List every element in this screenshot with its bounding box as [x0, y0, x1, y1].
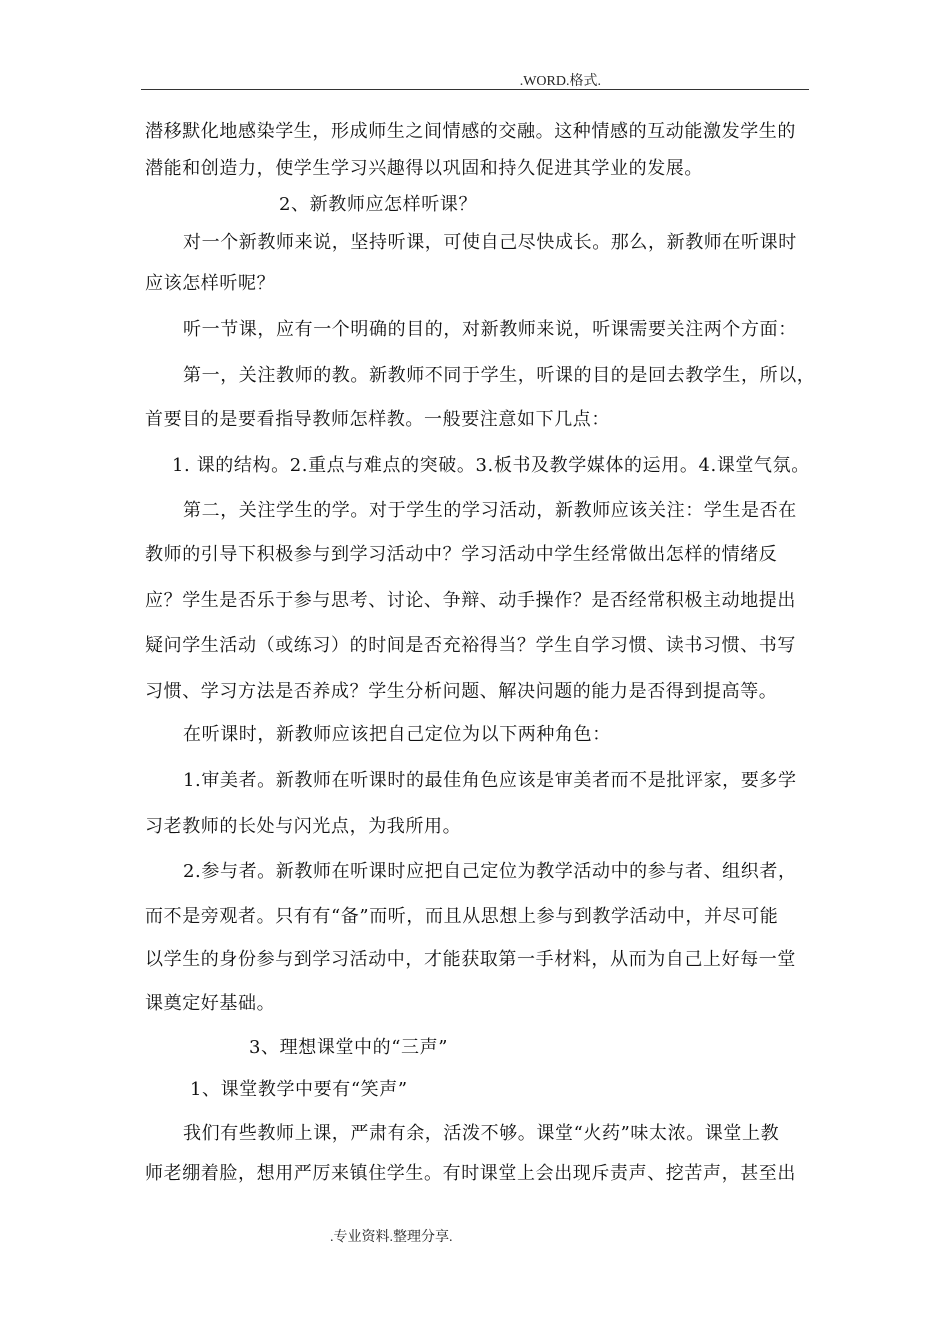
list-line: 1. 课的结构。2.重点与难点的突破。3.板书及教学媒体的运用。4.课堂气氛。	[172, 455, 810, 476]
paragraph-line: 2.参与者。新教师在听课时应把自己定位为教学活动中的参与者、组织者，	[183, 861, 797, 882]
paragraph-line: 1.审美者。新教师在听课时的最佳角色应该是审美者而不是批评家，要多学	[183, 770, 797, 791]
paragraph-line: 应该怎样听呢？	[145, 273, 276, 294]
section-heading: 3、理想课堂中的“三声”	[249, 1037, 449, 1058]
paragraph-line: 首要目的是要看指导教师怎样教。一般要注意如下几点：	[145, 409, 610, 430]
paragraph-line: 课奠定好基础。	[145, 993, 276, 1014]
paragraph-line: 以学生的身份参与到学习活动中，才能获取第一手材料，从而为自己上好每一堂	[145, 949, 796, 970]
header-rule	[141, 89, 809, 90]
paragraph-line: 师老绷着脸，想用严厉来镇住学生。有时课堂上会出现斥责声、挖苦声，甚至出	[145, 1163, 796, 1184]
sub-heading: 1、课堂教学中要有“笑声”	[190, 1079, 408, 1100]
paragraph-line: 第二，关注学生的学。对于学生的学习活动，新教师应该关注：学生是否在	[183, 500, 797, 521]
paragraph-line: 疑问学生活动（或练习）的时间是否充裕得当？学生自学习惯、读书习惯、书写	[145, 635, 796, 656]
paragraph-line: 听一节课，应有一个明确的目的，对新教师来说，听课需要关注两个方面：	[183, 319, 797, 340]
paragraph-line: 在听课时，新教师应该把自己定位为以下两种角色：	[183, 724, 611, 745]
section-heading: 2、新教师应怎样听课？	[279, 194, 478, 215]
paragraph-line: 习老教师的长处与闪光点，为我所用。	[145, 816, 462, 837]
paragraph-line: 我们有些教师上课，严肃有余，活泼不够。课堂“火药”味太浓。课堂上教	[183, 1123, 780, 1144]
paragraph-line: 对一个新教师来说，坚持听课，可使自己尽快成长。那么，新教师在听课时	[183, 232, 797, 253]
paragraph-line: 教师的引导下积极参与到学习活动中？学习活动中学生经常做出怎样的情绪反	[145, 544, 778, 565]
footer-text: .专业资料.整理分享.	[330, 1230, 453, 1245]
header-text: .WORD.格式.	[519, 74, 601, 89]
paragraph-line: 应？学生是否乐于参与思考、讨论、争辩、动手操作？是否经常积极主动地提出	[145, 590, 796, 611]
paragraph-line: 习惯、学习方法是否养成？学生分析问题、解决问题的能力是否得到提高等。	[145, 681, 778, 702]
paragraph-line: 第一，关注教师的教。新教师不同于学生，听课的目的是回去教学生，所以，	[183, 365, 816, 386]
paragraph-line: 潜移默化地感染学生，形成师生之间情感的交融。这种情感的互动能激发学生的	[145, 121, 796, 142]
paragraph-line: 潜能和创造力，使学生学习兴趣得以巩固和持久促进其学业的发展。	[145, 158, 703, 179]
paragraph-line: 而不是旁观者。只有有“备”而听，而且从思想上参与到教学活动中，并尽可能	[145, 906, 779, 927]
